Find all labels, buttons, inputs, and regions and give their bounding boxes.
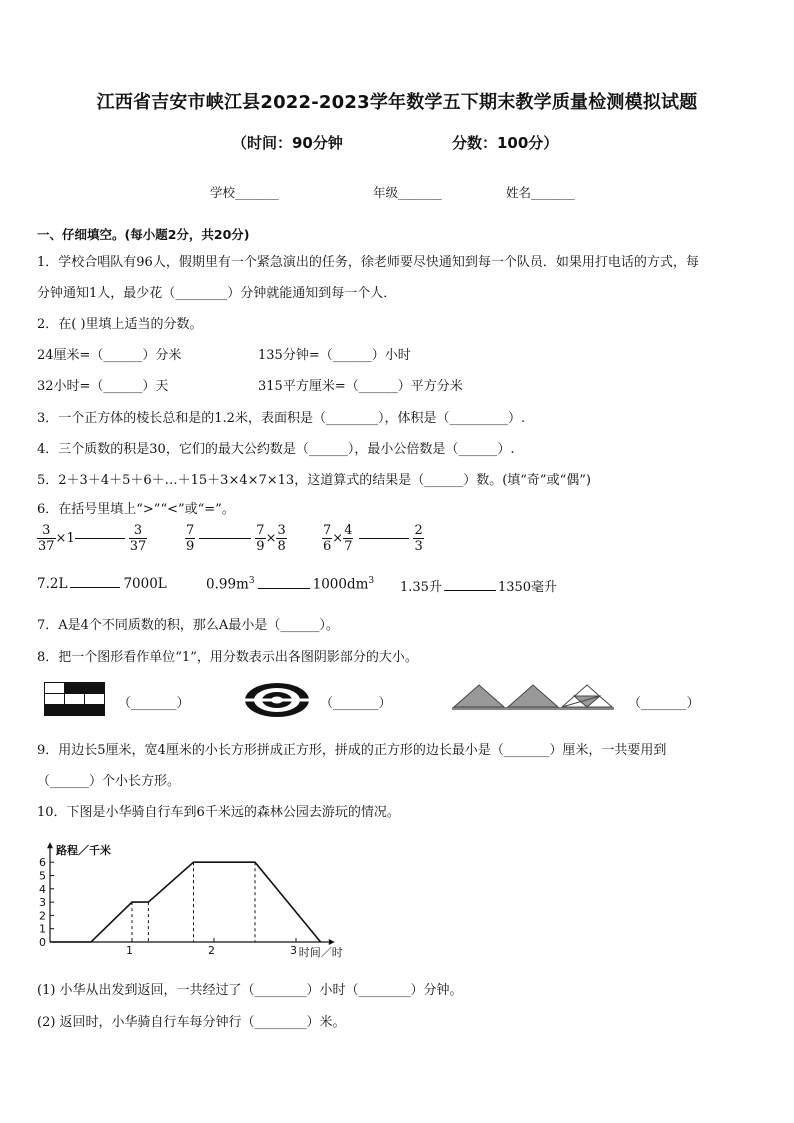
exam-time: （时间：90分钟: [232, 134, 343, 152]
x-tick-label: 1: [126, 944, 133, 957]
question-2-item-d: 315平方厘米=（______）平方分米: [258, 379, 463, 394]
question-4: 4．三个质数的积是30，它们的最大公约数是（______），最小公倍数是（______）.: [37, 442, 515, 457]
question-8-stem: 8．把一个图形看作单位“1”，用分数表示出各图阴影部分的大小。: [37, 650, 418, 665]
question-9-line-2: （______）个小长方形。: [37, 774, 181, 789]
ring-shaded-figure: [244, 682, 310, 718]
x-tick-label: 2: [208, 944, 215, 957]
distance-series-line: [50, 862, 321, 942]
question-3: 3．一个正方体的棱长总和是的1.2米，表面积是（________），体积是（_________）.: [37, 411, 526, 426]
compare-expr-3: $\frac{7}{6}$ × $\frac{4}{7}$ $\frac{2}{3}$: [323, 523, 423, 554]
compare-expr-1: $\frac{3}{37}$ ×1 $\frac{3}{37}$: [38, 523, 147, 554]
grade-field: 年级_______: [373, 185, 442, 200]
question-10-stem: 10．下图是小华骑自行车到6千米远的森林公园去游玩的情况。: [37, 805, 400, 820]
x-axis-label: 时间／时: [298, 946, 343, 959]
y-axis-arrow: [47, 842, 53, 848]
question-5: 5．2＋3＋4＋5＋6＋…＋15＋3×4×7×13，这道算式的结果是（______）数。(填“奇”或“偶”): [37, 473, 591, 488]
x-tick-label: 3: [290, 944, 297, 957]
answer-blank-fig-3: （_______）: [628, 696, 700, 711]
compare-units-1: 7.2L 7000L: [37, 576, 167, 592]
y-tick-label: 3: [39, 896, 46, 910]
answer-blank-fig-1: （_______）: [118, 696, 190, 711]
question-10-part-1: (1) 小华从出发到返回，一共经过了（________）小时（________）分钟。: [37, 983, 463, 998]
y-axis-label: 路程／千米: [56, 844, 111, 858]
compare-units-3: 1.35升 1350毫升: [400, 580, 558, 595]
triangles-shaded-figure: [452, 684, 614, 712]
question-2-item-c: 32小时=（______）天: [37, 379, 169, 394]
question-9-line-1: 9．用边长5厘米，宽4厘米的小长方形拼成正方形，拼成的正方形的边长最小是（_______）厘米，一共要用到: [37, 743, 667, 758]
question-10-part-2: (2) 返回时，小华骑自行车每分钟行（________）米。: [37, 1015, 346, 1030]
question-1-line-2: 分钟通知1人，最少花（________）分钟就能通知到每一个人．: [37, 286, 397, 301]
question-2-item-a: 24厘米=（______）分米: [37, 348, 182, 363]
school-field: 学校_______: [210, 185, 279, 200]
compare-units-2: $0.99m^3$ $1000dm^3$: [206, 576, 375, 593]
y-tick-label: 6: [39, 856, 46, 870]
y-tick-label: 0: [39, 936, 46, 949]
compare-expr-2: $\frac{7}{9}$ $\frac{7}{9}$ × $\frac{3}{8}$: [186, 523, 286, 554]
x-axis-arrow: [329, 939, 335, 945]
answer-blank-fig-2: （_______）: [320, 696, 392, 711]
question-2-item-b: 135分钟=（______）小时: [258, 348, 411, 363]
y-tick-label: 2: [39, 909, 46, 923]
question-2-stem: 2．在( )里填上适当的分数。: [37, 317, 203, 332]
page-title: 江西省吉安市峡江县2022-2023学年数学五下期末教学质量检测模拟试题: [96, 92, 698, 113]
question-1-line-1: 1．学校合唱队有96人，假期里有一个紧急演出的任务，徐老师要尽快通知到每一个队员．如果用打电话的方式，每: [37, 255, 699, 270]
distance-time-chart: [30, 830, 400, 960]
grid-shaded-figure: [44, 682, 106, 716]
section-heading: 一、仔细填空。(每小题2分，共20分): [37, 227, 250, 242]
name-field: 姓名_______: [506, 185, 575, 200]
question-6-stem: 6．在括号里填上“>”“<”或“=”。: [37, 502, 235, 517]
question-7: 7．A是4个不同质数的积，那么A最小是（______）。: [37, 618, 339, 633]
y-tick-label: 1: [39, 922, 46, 936]
exam-score: 分数：100分）: [452, 134, 559, 152]
y-tick-label: 4: [39, 882, 46, 896]
y-tick-label: 5: [39, 869, 46, 883]
